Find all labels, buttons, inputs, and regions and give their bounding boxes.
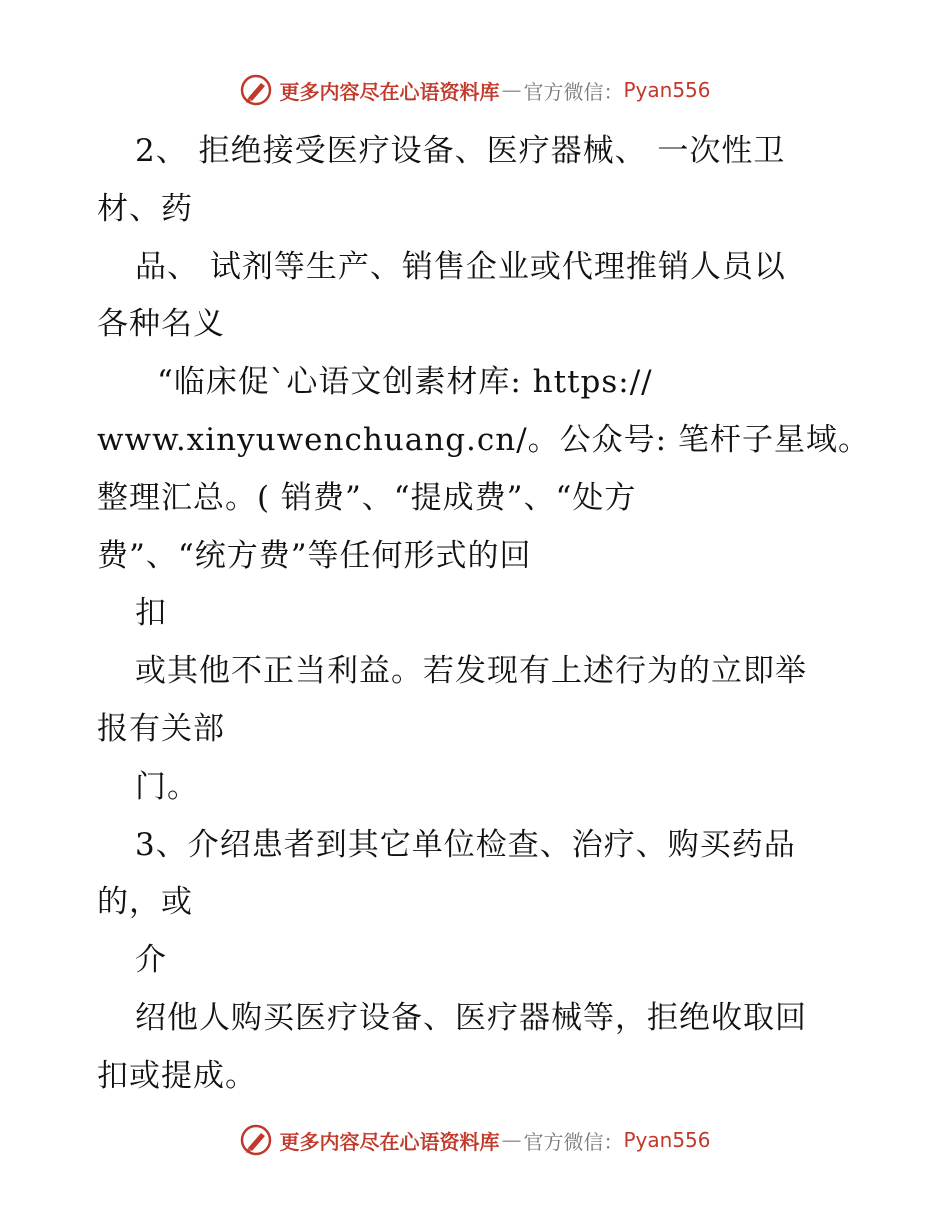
doc-line: 费”、“统方费”等任何形式的回: [97, 537, 532, 574]
banner-wechat-id: Pyan556: [623, 1128, 711, 1152]
doc-line: 品、 试剂等生产、销售企业或代理推销人员以: [135, 248, 786, 285]
pen-circle-logo-icon: [239, 73, 273, 107]
banner-official-label: 官方微信：: [523, 1129, 624, 1154]
doc-line: 绍他人购买医疗设备、医疗器械等，拒绝收取回: [135, 999, 807, 1036]
doc-line: 扣: [135, 595, 167, 632]
header-watermark-banner: [0, 70, 950, 110]
doc-line: www.xinyuwenchuang.cn/。公众号: 笔杆子星域。: [97, 421, 870, 458]
doc-line: 的，或: [97, 884, 193, 921]
doc-line: 扣或提成。: [97, 1057, 257, 1094]
document-body: [97, 123, 877, 1106]
banner-brand-text: 更多内容尽在心语资料库: [279, 1129, 500, 1154]
pen-circle-logo-icon: [239, 1123, 273, 1157]
doc-line: 2、 拒绝接受医疗设备、医疗器械、 一次性卫: [135, 133, 786, 169]
banner-dash: —: [501, 78, 522, 102]
banner-official-label: 官方微信：: [523, 79, 624, 104]
banner-dash: —: [501, 1128, 522, 1152]
doc-line: 材、药: [97, 190, 193, 227]
doc-line: 介: [135, 942, 167, 979]
doc-line: 整理汇总。( 销费”、“提成费”、“处方: [97, 479, 637, 516]
doc-line: “临床促`心语文创素材库: https://: [157, 364, 653, 401]
footer-watermark-banner: [0, 1120, 950, 1160]
doc-line: 3、介绍患者到其它单位检查、治疗、购买药品: [135, 826, 796, 863]
banner-wechat-id: Pyan556: [623, 78, 711, 102]
doc-line: 门。: [135, 768, 199, 805]
doc-line: 各种名义: [97, 306, 225, 343]
doc-line: 或其他不正当利益。若发现有上述行为的立即举: [135, 653, 807, 690]
banner-brand-text: 更多内容尽在心语资料库: [279, 79, 500, 104]
doc-line: 报有关部: [97, 710, 225, 747]
